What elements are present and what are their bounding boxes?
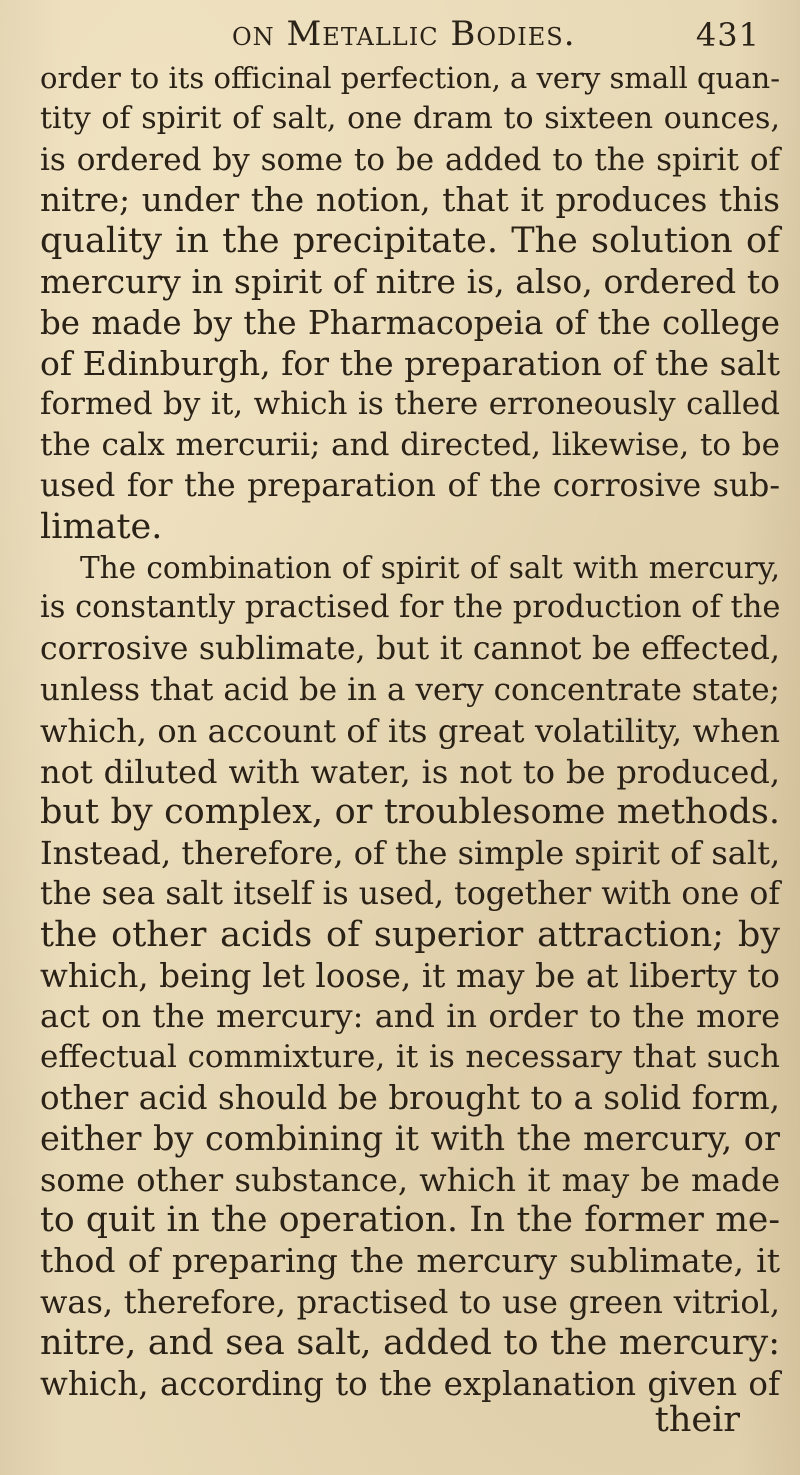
text-line: the calx mercurii; and directed, likewise, to be bbox=[40, 427, 780, 464]
text-line: the sea salt itself is used, together with one of bbox=[40, 875, 780, 912]
text-line: unless that acid be in a very concentrate state; bbox=[40, 671, 780, 708]
text-line: mercury in spirit of nitre is, also, ordered to bbox=[40, 261, 780, 301]
catchword: their bbox=[654, 1400, 740, 1440]
text-line: tity of spirit of salt, one dram to sixteen ounces, bbox=[40, 100, 780, 136]
text-line: which, according to the explanation given of bbox=[40, 1364, 780, 1403]
text-line: nitre; under the notion, that it produces this bbox=[40, 181, 780, 220]
text-line: some other substance, which it may be made bbox=[40, 1160, 780, 1199]
text-line: quality in the precipitate. The solution of bbox=[40, 221, 780, 262]
text-line: was, therefore, practised to use green vitriol, bbox=[40, 1282, 780, 1321]
text-line: of Edinburgh, for the preparation of the salt bbox=[40, 343, 780, 383]
text-line: is constantly practised for the production of the bbox=[40, 590, 781, 626]
running-head: on Metallic Bodies. bbox=[232, 14, 576, 54]
text-line: Instead, therefore, of the simple spirit of salt, bbox=[40, 834, 781, 873]
text-line: which, being let loose, it may be at liberty to bbox=[40, 956, 780, 995]
text-line: to quit in the operation. In the former me- bbox=[40, 1200, 780, 1241]
page-number: 431 bbox=[695, 16, 760, 54]
text-line: other acid should be brought to a solid form, bbox=[40, 1078, 780, 1117]
body-text bbox=[40, 58, 780, 1404]
text-line: is ordered by some to be added to the spirit of bbox=[40, 141, 780, 178]
text-line: used for the preparation of the corrosive sub- bbox=[40, 467, 780, 504]
text-line: effectual commixture, it is necessary that such bbox=[40, 1039, 780, 1076]
text-line: limate. bbox=[40, 506, 163, 547]
page-header bbox=[220, 14, 760, 56]
text-line: not diluted with water, is not to be produced, bbox=[40, 752, 780, 791]
text-line: corrosive sublimate, but it cannot be effected, bbox=[40, 631, 780, 668]
text-line: the other acids of superior attraction; by bbox=[40, 914, 780, 955]
text-line: The combination of spirit of salt with mercury, bbox=[80, 550, 780, 585]
text-line: formed by it, which is there erroneously called bbox=[40, 386, 780, 423]
text-line: act on the mercury: and in order to the more bbox=[40, 997, 780, 1036]
text-line: thod of preparing the mercury sublimate, it bbox=[40, 1241, 780, 1281]
text-line: but by complex, or troublesome methods. bbox=[40, 792, 780, 833]
text-line: which, on account of its great volatility, when bbox=[40, 711, 780, 750]
text-line: order to its officinal perfection, a very small quan- bbox=[40, 61, 780, 95]
text-line: nitre, and sea salt, added to the mercury: bbox=[40, 1322, 780, 1363]
text-line: either by combining it with the mercury, or bbox=[40, 1118, 780, 1158]
text-line: be made by the Pharmacopeia of the college bbox=[40, 303, 780, 342]
